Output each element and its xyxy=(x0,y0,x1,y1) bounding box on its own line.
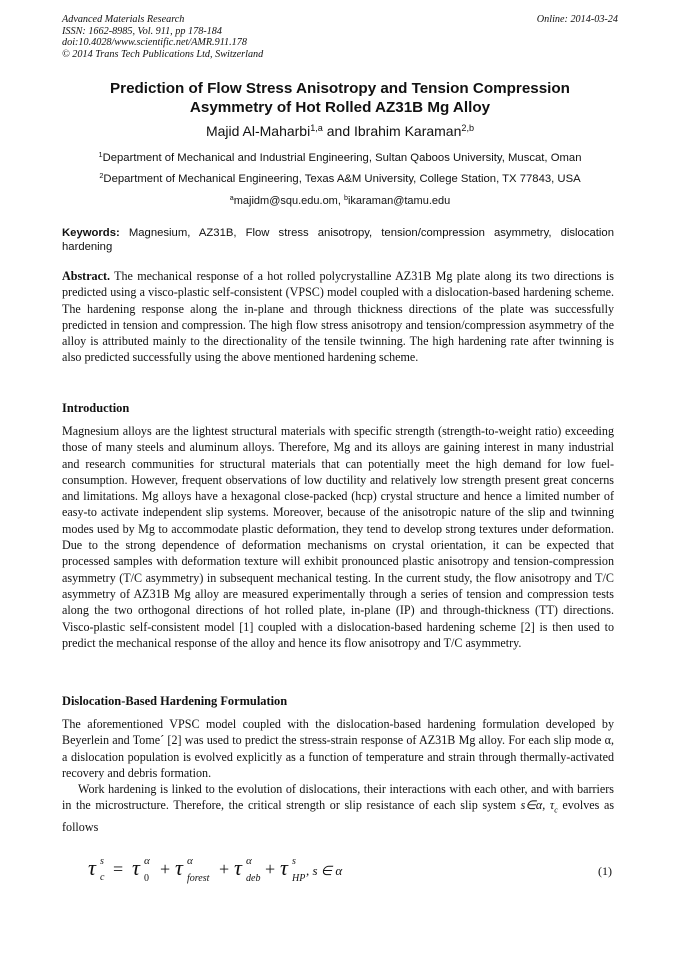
keywords-text: Magnesium, AZ31B, Flow stress anisotropy, tension/compression asymmetry, dislocation hardening xyxy=(62,227,614,254)
online-date: Online: 2014-03-24 xyxy=(536,14,618,25)
inline-tau-sub: c xyxy=(554,805,558,815)
journal-issn: ISSN: 1662-8985, Vol. 911, pp 178-184 xyxy=(62,25,222,37)
paper-title xyxy=(62,80,618,117)
equation-1 xyxy=(62,848,614,888)
eq-plus-1: + xyxy=(160,859,171,879)
journal-header xyxy=(62,14,618,60)
eq-sub-deb: deb xyxy=(246,873,261,884)
email-a[interactable]: majidm@squ.edu.om, xyxy=(233,195,344,207)
author-1: Majid Al-Maharbi xyxy=(205,123,311,139)
eq-alpha-forest: α xyxy=(187,855,193,867)
abstract xyxy=(62,268,614,366)
email-a-marker: a xyxy=(229,194,234,202)
dislocation-paragraph-2-tail: evolves as follows xyxy=(62,798,615,834)
eq-sub-hp: HP xyxy=(292,873,306,884)
title-line-2: Asymmetry of Hot Rolled AZ31B Mg Alloy xyxy=(189,98,491,116)
dislocation-paragraph-2-text: Work hardening is linked to the evolution of dislocations, their interactions with each other, and with barriers in the microstructure. Therefore, the critical strength or slip resistance of each slip system xyxy=(62,782,614,813)
dislocation-paragraph-1: The aforementioned VPSC model coupled with the dislocation-based hardening formulation developed by Beyerlein and Tome´ [2] was used to predict the stress-strain response of AZ31B Mg alloy. For each slip mode α, a dislocation population is evolved explicitly as a function of temperature and strain through thermally-activated recovery and debris formation. xyxy=(62,717,614,780)
eq-tau-hp: τ xyxy=(280,855,288,880)
keywords-label: Keywords: xyxy=(62,227,120,239)
eq-sup-s-hp: s xyxy=(292,856,296,867)
eq-condition: , s ∈ α xyxy=(306,863,343,878)
eq-tau-0: τ xyxy=(132,855,140,880)
inline-math-slip: s∈α, xyxy=(520,798,546,813)
eq-sup-s: s xyxy=(100,856,104,867)
author-conjunction: and xyxy=(322,123,354,139)
keywords xyxy=(62,226,614,254)
abstract-label: Abstract. xyxy=(62,269,111,283)
author-2: Ibrahim Karaman xyxy=(354,123,462,139)
eq-plus-3: + xyxy=(265,859,276,879)
author-2-superscript: 2,b xyxy=(461,123,475,133)
introduction-text: Magnesium alloys are the lightest structural materials with specific strength (strength-to-weight ratio) exceeding those of many steels and aluminum alloys. Therefore, Mg and its alloys are gaining interest in many industrial and research communities for structural materials that can potentially meet the high demand for low fuel-consumption. However, frequent observations of low ductility and relatively low strength present great concerns and limitations. Mg alloys have a hexagonal close-packed (hcp) crystal structure and hence a limited number of easy-to activate independent slip systems. Moreover, because of the anisotropic nature of the slip and twinning modes used by Mg to accommodate plastic deformation, they tend to develop strong textures under deformation. Due to the strong dependence of deformation mechanisms on crystal orientation, it can be expected that processed samples with deformation texture will exhibit pronounced plastic anisotropy and tension-compression asymmetry (T/C asymmetry) in subsequent mechanical testing. In the current study, the flow anisotropy and T/C asymmetry of AZ31B Mg alloy are measured experimentally through a series of tension and compression tests along the two orthogonal directions of hot rolled plate, in-plane (IP) and through-thickness (TT) directions. Visco-plastic self-consistent model [1] coupled with a dislocation-based hardening scheme [2] is then used to predict the mechanical response of the alloy and hence its flow anisotropy and T/C asymmetry. xyxy=(62,424,614,650)
affiliation-2-text: Department of Mechanical Engineering, Texas A&M University, College Station, TX 77843, USA xyxy=(103,173,581,185)
title-line-1: Prediction of Flow Stress Anisotropy and Tension Compression xyxy=(110,80,570,97)
email-b-marker: b xyxy=(343,194,348,202)
author-list xyxy=(62,122,618,140)
eq-alpha-0: α xyxy=(144,855,150,867)
eq-sub-0: 0 xyxy=(144,873,149,884)
journal-doi[interactable]: doi:10.4028/www.scientific.net/AMR.911.178 xyxy=(62,37,247,49)
eq-sub-c: c xyxy=(100,872,105,883)
journal-copyright: © 2014 Trans Tech Publications Ltd, Switzerland xyxy=(62,48,264,60)
eq-alpha-deb: α xyxy=(246,855,252,867)
dislocation-heading: Dislocation-Based Hardening Formulation xyxy=(62,694,288,708)
eq-tau-deb: τ xyxy=(234,855,242,880)
introduction-heading: Introduction xyxy=(62,401,130,415)
affiliation-1-text: Department of Mechanical and Industrial Engineering, Sultan Qaboos University, Muscat, Oman xyxy=(102,152,582,164)
author-emails xyxy=(62,194,618,208)
dislocation-paragraph-2 xyxy=(62,781,614,835)
eq-number: (1) xyxy=(598,864,612,878)
email-b[interactable]: ikaraman@tamu.edu xyxy=(347,195,451,207)
affiliation-1-marker: 1 xyxy=(98,150,103,159)
eq-tau-forest: τ xyxy=(175,855,183,880)
affiliation-2-marker: 2 xyxy=(99,171,104,180)
inline-math-tau xyxy=(549,798,558,815)
affiliation-2 xyxy=(62,172,618,186)
eq-equals: = xyxy=(113,859,124,879)
journal-name: Advanced Materials Research xyxy=(62,14,185,25)
inline-tau-symbol: τ xyxy=(549,798,555,813)
author-1-superscript: 1,a xyxy=(310,123,323,133)
eq-plus-2: + xyxy=(219,859,230,879)
eq-tau-lhs: τ xyxy=(88,855,96,880)
equation-1-svg xyxy=(62,848,614,888)
abstract-text: The mechanical response of a hot rolled polycrystalline AZ31B Mg plate along its two directions is predicted using a visco-plastic self-consistent (VPSC) model coupled with a dislocation-based hardening scheme. The hardening response along the in-plane and through thickness directions of the plate was successfully predicted in tension and compression. The high flow stress anisotropy and tension/compression asymmetry of the alloy is attributed mainly to the directionality of the tensile twinning. The high hardening rate after twinning is also predicted successfully using the above mentioned hardening scheme. xyxy=(62,269,614,365)
eq-sub-forest: forest xyxy=(187,873,210,884)
affiliation-1 xyxy=(62,151,618,165)
